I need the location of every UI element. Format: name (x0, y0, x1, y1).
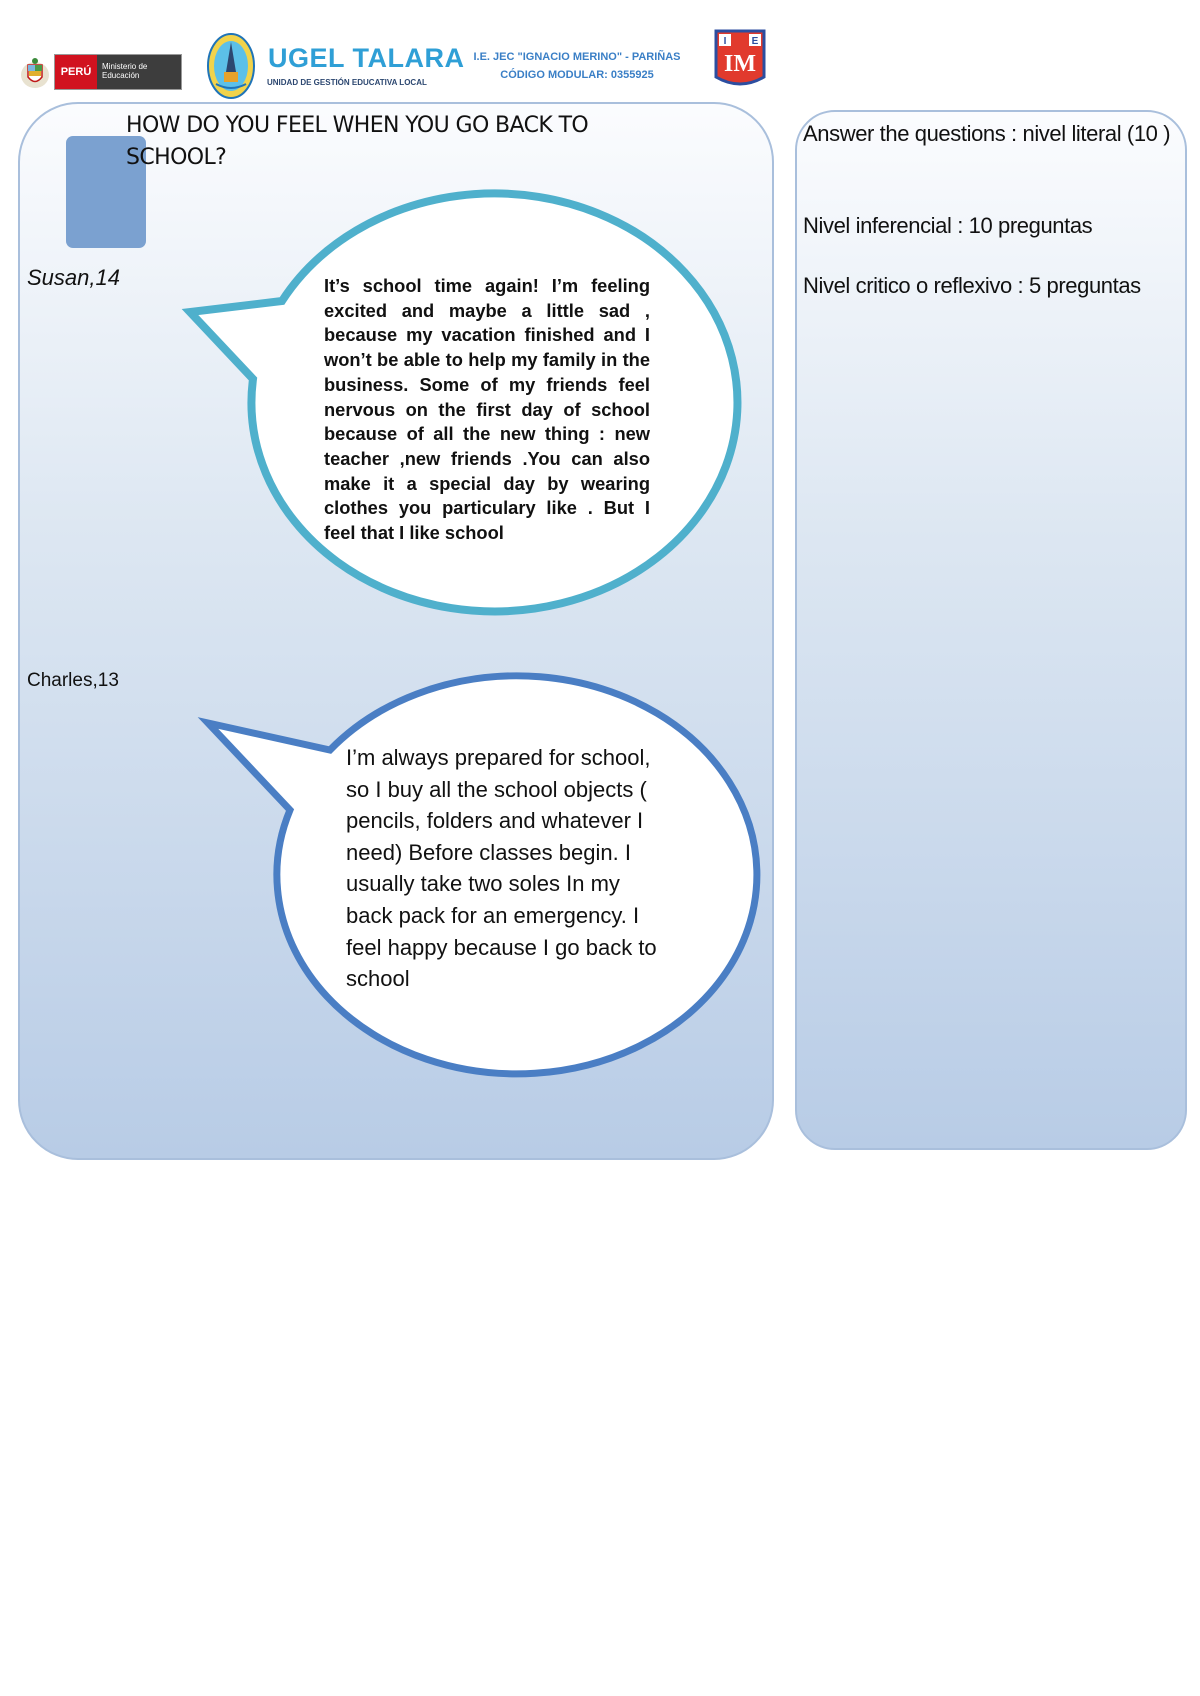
susan-speech-text: It’s school time again! I’m feeling excited and maybe a little sad , because my vacation finished and I won’t be able to help my family in the business. Some of my friends feel nervous on the first day of school because of all the new thing : new teacher ,new friends .You can also make it a special day by wearing clothes you particulary like . But I feel that I like school (324, 275, 650, 544)
charles-speech-text: I’m always prepared for school, so I buy all the school objects ( pencils, folders and whatever I need) Before classes begin. I usually take two soles In my back pack for an emergency. I feel happy because I go back to school (346, 745, 657, 992)
page-title: HOW DO YOU FEEL WHEN YOU GO BACK TO SCHOOL? (126, 113, 589, 170)
ministry-label: Ministerio de Educación (97, 55, 181, 89)
question-instruction-literal: Answer the questions : nivel literal (10 ) (803, 121, 1171, 146)
question-instruction-critico: Nivel critico o reflexivo : 5 preguntas (803, 273, 1141, 298)
school-name-line: I.E. JEC "IGNACIO MERINO" - PARIÑAS (473, 51, 681, 63)
im-logo-letters: IM (724, 51, 756, 77)
speaker-name-charles: Charles,13 (27, 670, 119, 691)
ugel-title: UGEL TALARA (268, 43, 465, 73)
ugel-subtitle: UNIDAD DE GESTIÓN EDUCATIVA LOCAL (267, 78, 427, 87)
peru-label: PERÚ (55, 55, 97, 89)
im-logo-e: E (751, 36, 759, 47)
speaker-name-susan: Susan,14 (27, 265, 120, 290)
question-instruction-inferencial: Nivel inferencial : 10 preguntas (803, 213, 1093, 238)
school-code-line: CÓDIGO MODULAR: 0355925 (500, 69, 654, 81)
im-logo-i: I (723, 36, 727, 47)
